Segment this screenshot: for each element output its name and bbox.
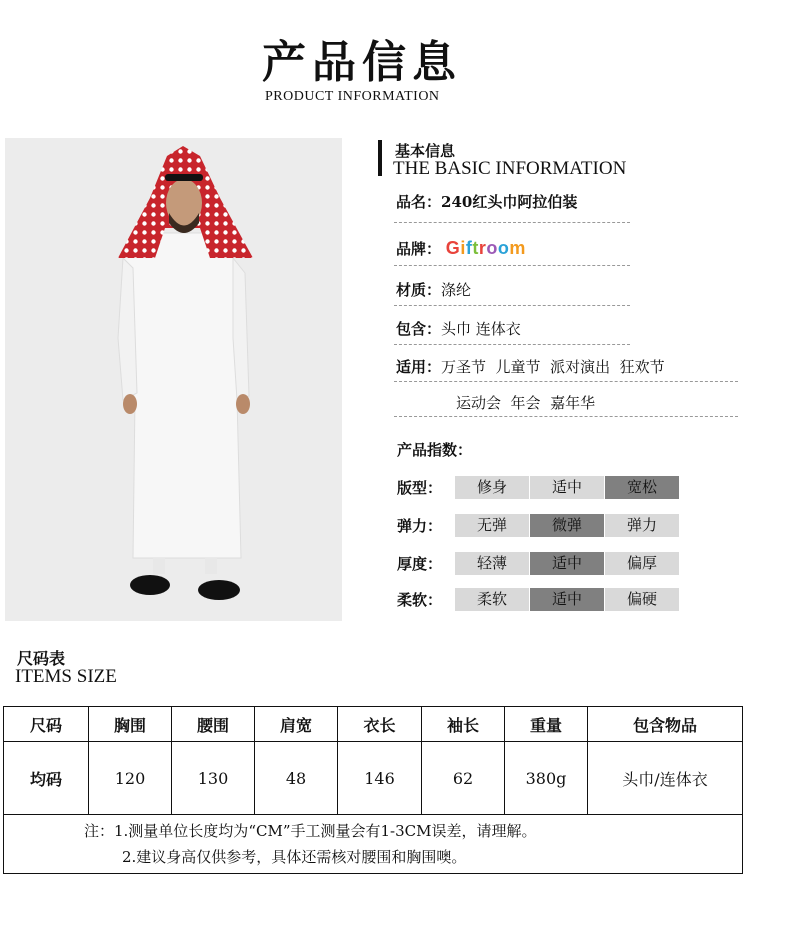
page-subtitle: PRODUCT INFORMATION	[265, 89, 440, 104]
index-option: 适中	[530, 476, 604, 499]
table-cell: 146	[338, 742, 422, 815]
table-cell: 48	[255, 742, 338, 815]
index-option: 无弹	[455, 514, 529, 537]
index-label: 版型：	[397, 479, 443, 497]
size-heading-en: ITEMS SIZE	[15, 666, 117, 687]
brand-logo-letter: m	[509, 238, 526, 258]
index-label: 厚度：	[397, 555, 443, 573]
index-option: 弹力	[605, 514, 679, 537]
index-heading: 产品指数：	[397, 441, 473, 459]
note-cell	[4, 815, 743, 874]
name-value: 240红头巾阿拉伯装	[441, 193, 578, 211]
table-cell: 62	[422, 742, 505, 815]
header-cell: 尺码	[4, 707, 89, 742]
note-line-1: 注：1.测量单位长度均为“CM”手工测量会有1-3CM误差，请理解。	[84, 822, 537, 840]
use-line2: 运动会 年会 嘉年华	[456, 394, 596, 412]
includes-label: 包含：	[396, 320, 442, 338]
header-cell: 衣长	[338, 707, 422, 742]
basic-info-heading: 基本信息	[395, 142, 456, 160]
material-value: 涤纶	[441, 281, 472, 299]
size-heading: 尺码表	[17, 649, 66, 668]
basic-info-heading-en: THE BASIC INFORMATION	[393, 158, 627, 179]
index-option: 轻薄	[455, 552, 529, 575]
index-option-selected: 适中	[530, 588, 604, 611]
use-label: 适用：	[396, 358, 442, 376]
table-header-row	[4, 707, 743, 742]
arab-costume-illustration	[5, 138, 342, 621]
brand-logo-letter: f	[465, 238, 473, 258]
brand-logo-letter: o	[486, 238, 498, 258]
use-line1: 万圣节 儿童节 派对演出 狂欢节	[441, 358, 665, 376]
header-cell: 胸围	[89, 707, 172, 742]
table-cell: 380g	[505, 742, 588, 815]
index-option: 偏厚	[605, 552, 679, 575]
divider	[394, 265, 630, 266]
table-cell: 均码	[4, 742, 89, 815]
divider	[394, 222, 630, 223]
table-cell: 130	[172, 742, 255, 815]
heading-bar	[378, 140, 382, 176]
material-label: 材质：	[396, 281, 442, 299]
header-cell: 重量	[505, 707, 588, 742]
info-brand	[396, 238, 526, 259]
table-row	[4, 742, 743, 815]
note-line-2: 2.建议身高仅供参考，具体还需核对腰围和胸围噢。	[122, 848, 467, 866]
divider	[394, 305, 630, 306]
includes-value: 头巾 连体衣	[441, 320, 521, 338]
header-cell: 袖长	[422, 707, 505, 742]
index-option: 柔软	[455, 588, 529, 611]
index-label: 弹力：	[397, 517, 443, 535]
header-cell: 肩宽	[255, 707, 338, 742]
brand-logo-letter: t	[472, 238, 479, 258]
index-option-selected: 适中	[530, 552, 604, 575]
index-option: 修身	[455, 476, 529, 499]
index-option-selected: 微弹	[530, 514, 604, 537]
index-option-selected: 宽松	[605, 476, 679, 499]
info-name	[396, 191, 577, 212]
table-cell: 120	[89, 742, 172, 815]
divider	[394, 344, 630, 345]
brand-logo-letter: G	[445, 238, 461, 258]
info-includes	[396, 318, 521, 339]
name-label: 品名：	[396, 193, 442, 211]
divider	[394, 381, 738, 382]
product-photo	[5, 138, 342, 621]
info-material	[396, 279, 471, 300]
brand-logo	[446, 238, 526, 258]
page-title: 产品信息	[262, 37, 462, 88]
divider	[394, 416, 738, 417]
brand-logo-letter: i	[460, 238, 466, 258]
brand-logo-letter: r	[478, 238, 487, 258]
brand-logo-letter: o	[497, 238, 510, 258]
header-cell: 包含物品	[588, 707, 743, 742]
header-cell: 腰围	[172, 707, 255, 742]
size-table	[3, 706, 743, 874]
note-row	[4, 815, 743, 874]
table-cell: 头巾/连体衣	[588, 742, 743, 815]
info-use	[396, 356, 665, 377]
index-label: 柔软：	[397, 591, 443, 609]
brand-label: 品牌：	[396, 240, 442, 258]
index-option: 偏硬	[605, 588, 679, 611]
